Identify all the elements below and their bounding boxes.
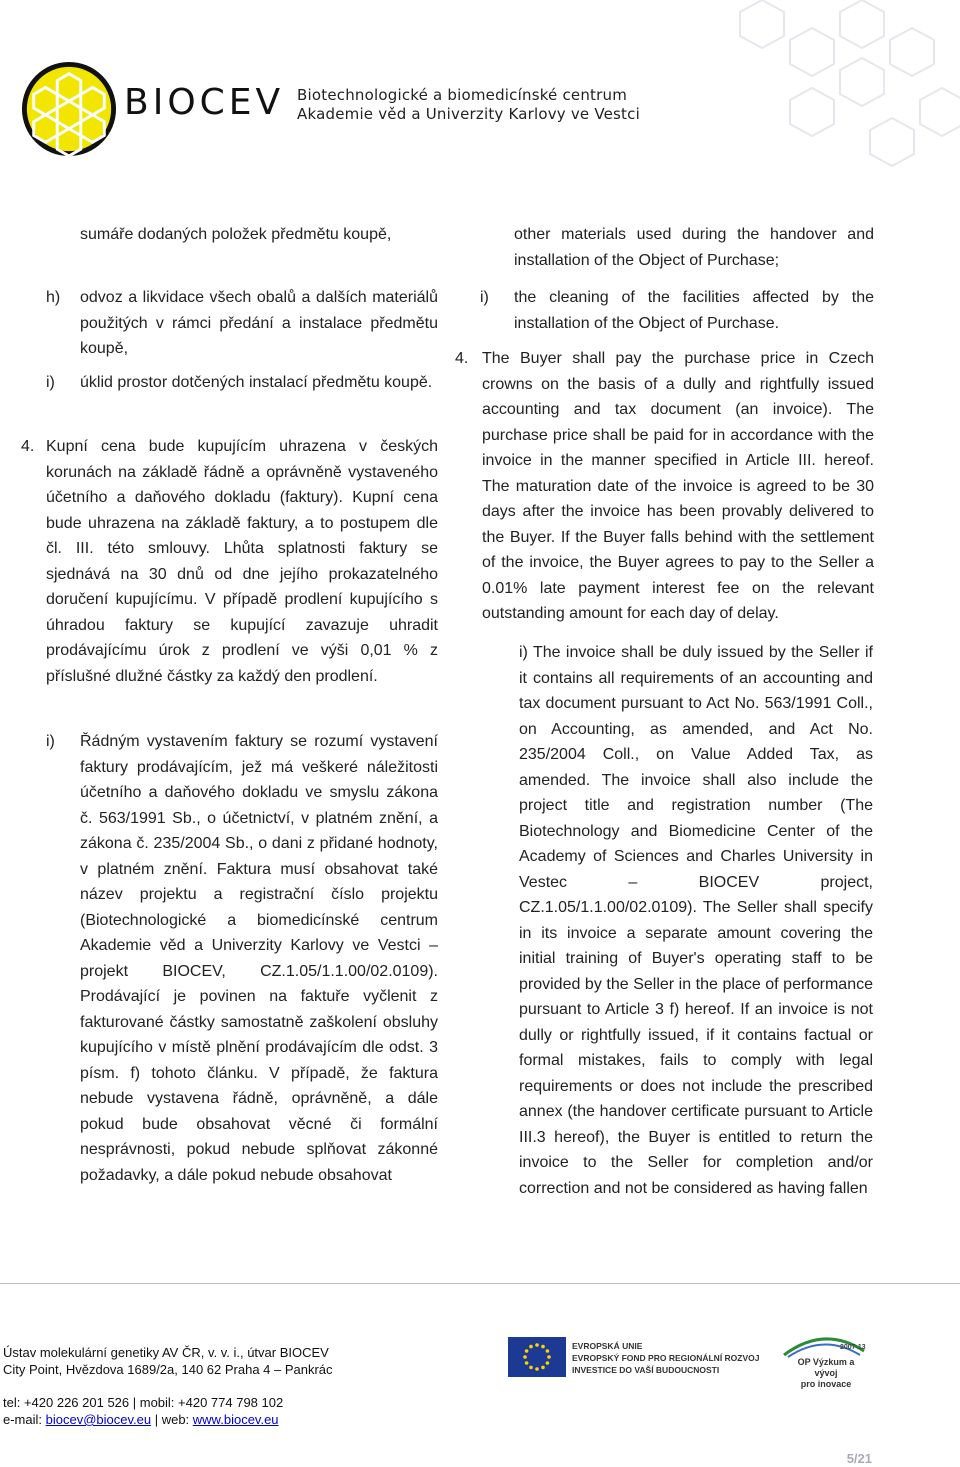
op-line1: OP Výzkum a vývoj bbox=[797, 1357, 855, 1378]
footer-contact bbox=[3, 1411, 279, 1428]
header-subtitle-line2: Akademie věd a Univerzity Karlovy ve Vestci bbox=[297, 105, 640, 123]
left-paragraph-4 bbox=[21, 434, 438, 689]
item-text: Řádným vystavením faktury se rozumí vystavení faktury prodávajícím, jež má veškeré náležitosti účetního a daňového dokladu ve smyslu zákona č. 563/1991 Sb., o účetnictví, v platném znění, a zákona č. 235/2004 Sb., o dani z přidané hodnoty, v platném znění. Faktura musí obsahovat také název projektu a registrační číslo projektu (Biotechnologické a biomedicínské centrum Akademie věd a Univerzity Karlovy ve Vestci – projekt BIOCEV, CZ.1.05/1.1.00/02.0109). Prodávající je povinen na faktuře vyčlenit z fakturované částky samostatně zaškolení obsluhy kupujícího v místě plnění prodávajícím dle odst. 3 písm. f) tohoto článku. V případě, že faktura nebude vystavena řádně, oprávněně, a dále pokud bude obsahovat věcné či formální nesprávnosti, pokud nebude splňovat zákonné požadavky, a dále pokud nebude obsahovat bbox=[80, 733, 438, 1184]
eu-flag-icon bbox=[508, 1337, 566, 1377]
footer-org-line1: Ústav molekulární genetiky AV ČR, v. v. i., útvar BIOCEV bbox=[3, 1345, 329, 1360]
email-link[interactable]: biocev@biocev.eu bbox=[45, 1412, 152, 1427]
eu-line1: EVROPSKÁ UNIE bbox=[572, 1341, 643, 1351]
item-text: the cleaning of the facilities affected by the installation of the Object of Purchase. bbox=[514, 289, 874, 332]
paragraph-first-line: Kupní cena bude kupujícím uhrazena v českých bbox=[46, 438, 438, 455]
paragraph-text: korunách na základě řádně a oprávněně vystaveného účetního a daňového dokladu (faktury). Kupní cena bude uhrazena na základě faktury, a to postupem dle čl. III. této smlouvy. Lhůta splatnosti faktury se sjednává na 30 dnů od dne jejího prokazatelného doručení kupujícímu. V případě prodlení kupujícího s úhradou faktury se kupující zavazuje uhradit prodávajícímu úrok z prodlení ve výši 0,01 % z příslušné dlužné částky za každý den prodlení. bbox=[46, 463, 438, 685]
item-text: úklid prostor dotčených instalací předmětu koupě. bbox=[80, 374, 433, 391]
item-marker: i) bbox=[46, 733, 55, 750]
right-sub-item-i: i) The invoice shall be duly issued by the Seller if it contains all requirements of an accounting and tax document pursuant to Act No. 563/1991 Coll., on Accounting, as amended, and Act No. 235/2004 Coll., on Value Added Tax, as amended. The invoice shall also include the project title and registration number (The Biotechnology and Biomedicine Center of the Academy of Sciences and Charles University in Vestec – BIOCEV project, CZ.1.05/1.1.00/02.0109). The Seller shall specify in its invoice a separate amount covering the initial training of Buyer's operating staff to be provided by the Seller in the place of performance pursuant to Article 3 f) hereof. If an invoice is not dully or rightfully issued, if it contains factual or formal mistakes, fails to comply with legal requirements or does not include the prescribed annex (the handover certificate pursuant to Article III.3 hereof), the Buyer is entitled to return the invoice to the Seller for completion and/or correction and not be considered as having fallen bbox=[519, 644, 873, 1197]
web-link[interactable]: www.biocev.eu bbox=[192, 1412, 279, 1427]
item-marker: i) bbox=[480, 289, 489, 306]
biocev-logo bbox=[20, 60, 118, 158]
left-item-i bbox=[46, 370, 438, 396]
footer-phone: tel: +420 226 201 526 | mobil: +420 774 798 102 bbox=[3, 1395, 284, 1410]
web-label: | web: bbox=[151, 1412, 193, 1427]
left-sub-item-i bbox=[46, 729, 438, 1188]
eu-text-block bbox=[572, 1340, 760, 1376]
item-marker: i) bbox=[46, 374, 55, 391]
email-label: e-mail: bbox=[3, 1412, 46, 1427]
op-text-block bbox=[786, 1357, 866, 1390]
right-item-i bbox=[480, 285, 874, 336]
paragraph-marker: 4. bbox=[21, 438, 35, 455]
op-years: 2007-13 bbox=[840, 1344, 866, 1351]
eu-line2: EVROPSKÝ FOND PRO REGIONÁLNÍ ROZVOJ bbox=[572, 1353, 760, 1363]
paragraph-marker: 4. bbox=[455, 350, 469, 367]
item-marker: h) bbox=[46, 289, 61, 306]
eu-line3: INVESTICE DO VAŠÍ BUDOUCNOSTI bbox=[572, 1365, 720, 1375]
brand-name: BIOCEV bbox=[124, 82, 285, 123]
header-subtitle-line1: Biotechnologické a biomedicínské centrum bbox=[297, 86, 628, 104]
op-line2: pro inovace bbox=[800, 1379, 852, 1389]
page-number: 5/21 bbox=[846, 1451, 872, 1466]
footer-org-line2: City Point, Hvězdova 1689/2a, 140 62 Praha 4 – Pankrác bbox=[3, 1362, 333, 1377]
paragraph-text: The Buyer shall pay the purchase price in Czech crowns on the basis of a dully and rightfully issued accounting and tax document (an invoice). The purchase price shall be paid for in accordance with the invoice in the manner specified in Article III. hereof. The maturation date of the invoice is agreed to be 30 days after the invoice has been provably delivered to the Buyer. If the Buyer falls behind with the settlement of the invoice, the Buyer agrees to pay to the Seller a 0.01% late payment interest fee on the relevant outstanding amount for each day of delay. bbox=[482, 350, 874, 622]
left-intro: sumáře dodaných položek předmětu koupě, bbox=[80, 226, 392, 243]
item-text: odvoz a likvidace všech obalů a dalších materiálů použitých v rámci předání a instalace předmětu koupě, bbox=[80, 289, 438, 357]
right-intro: other materials used during the handover and installation of the Object of Purchase; bbox=[514, 226, 874, 269]
right-paragraph-4 bbox=[455, 346, 874, 627]
footer-divider bbox=[0, 1283, 960, 1284]
left-item-h bbox=[46, 285, 438, 362]
